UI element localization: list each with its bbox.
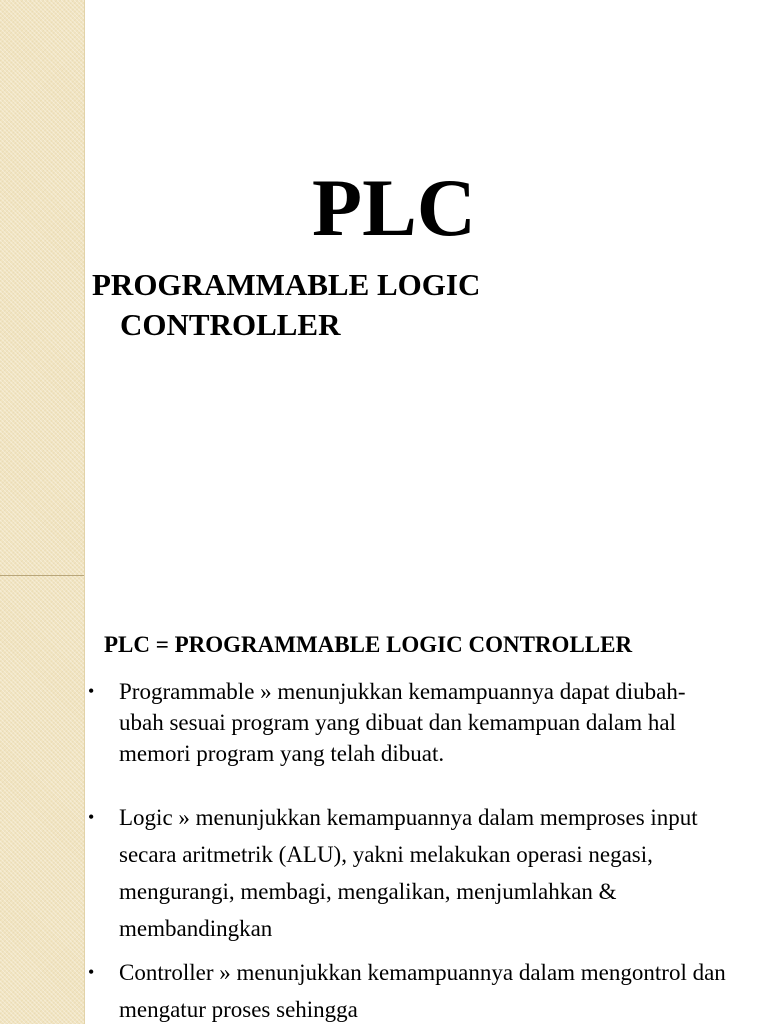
slide-2 [0, 576, 768, 1024]
bullet-text: Logic » menunjukkan kemampuannya dalam memproses input secara aritmetrik (ALU), yakni melakukan operasi negasi, mengurangi, membagi, mengalikan, menjumlahkan & membandingkan [119, 805, 698, 941]
bullet-item-controller [86, 954, 726, 1024]
slide-1-side-strip [0, 0, 85, 576]
slide-heading: PLC = PROGRAMMABLE LOGIC CONTROLLER [104, 632, 633, 657]
bullet-text: Controller » menunjukkan kemampuannya dalam mengontrol dan mengatur proses sehingga [119, 960, 726, 1022]
bullet-icon: • [88, 807, 95, 827]
bullet-list [86, 676, 726, 1024]
slide-2-side-strip [0, 576, 85, 1024]
bullet-item-logic [86, 799, 726, 947]
bullet-item-programmable [86, 676, 726, 769]
bullet-icon: • [88, 681, 95, 701]
slide-subtitle: PROGRAMMABLE LOGIC CONTROLLER [92, 267, 481, 342]
bullet-icon: • [88, 962, 95, 982]
slide-title: PLC [312, 162, 476, 253]
bullet-text: Programmable » menunjukkan kemampuannya dapat diubah-ubah sesuai program yang dibuat dan kemampuan dalam hal memori program yang telah dibuat. [119, 679, 686, 766]
